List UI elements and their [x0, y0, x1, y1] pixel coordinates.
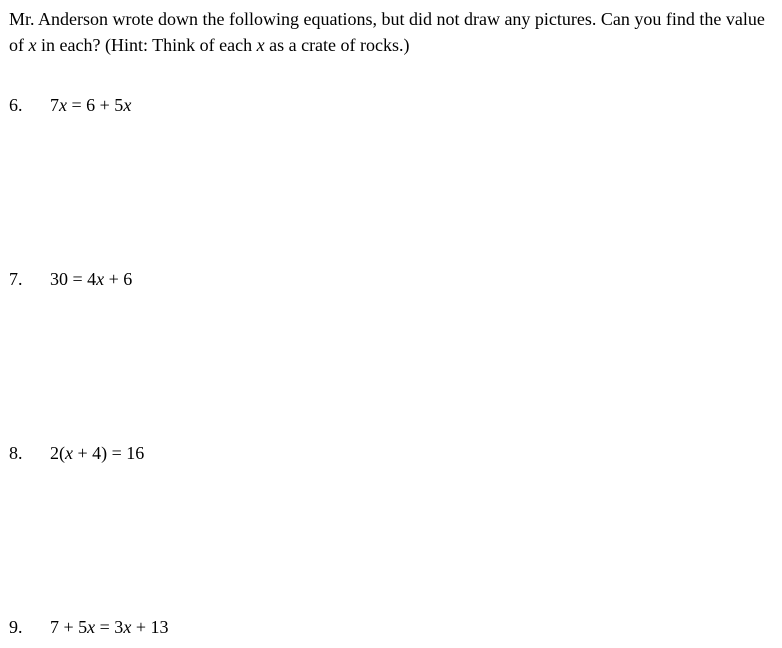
problem-equation	[50, 92, 131, 118]
equation-text: = 3	[95, 617, 124, 637]
problem-6	[9, 92, 131, 118]
problem-number: 6.	[9, 95, 23, 115]
instructions-part3: as a crate of rocks.)	[264, 35, 410, 55]
equation-variable: x	[96, 269, 105, 289]
equation-text: 2(	[50, 443, 65, 463]
instructions-variable: x	[28, 35, 37, 55]
problem-8	[9, 440, 144, 466]
equation-text: + 13	[131, 617, 169, 637]
equation-variable: x	[87, 617, 96, 637]
problem-9	[9, 614, 168, 640]
equation-text: = 6 + 5	[67, 95, 124, 115]
problem-equation	[50, 614, 168, 640]
equation-variable: x	[65, 443, 73, 463]
problem-equation	[50, 266, 132, 292]
problem-number: 9.	[9, 617, 23, 637]
equation-text: 7	[50, 95, 59, 115]
equation-text: 30 = 4	[50, 269, 97, 289]
equation-text: + 6	[104, 269, 133, 289]
equation-text: 7 + 5	[50, 617, 88, 637]
instructions-text	[9, 6, 779, 58]
equation-variable: x	[123, 95, 132, 115]
equation-variable: x	[123, 617, 132, 637]
equation-variable: x	[59, 95, 67, 115]
problem-equation	[50, 440, 144, 466]
problem-number: 8.	[9, 443, 23, 463]
instructions-part1: Mr. Anderson wrote down the following equations, but did not draw any pictures. Can you find the value of	[9, 9, 765, 55]
equation-text: + 4) = 16	[73, 443, 145, 463]
problem-number: 7.	[9, 269, 23, 289]
instructions-part2: in each? (Hint: Think of each	[36, 35, 257, 55]
instructions-variable: x	[256, 35, 265, 55]
problem-7	[9, 266, 132, 292]
